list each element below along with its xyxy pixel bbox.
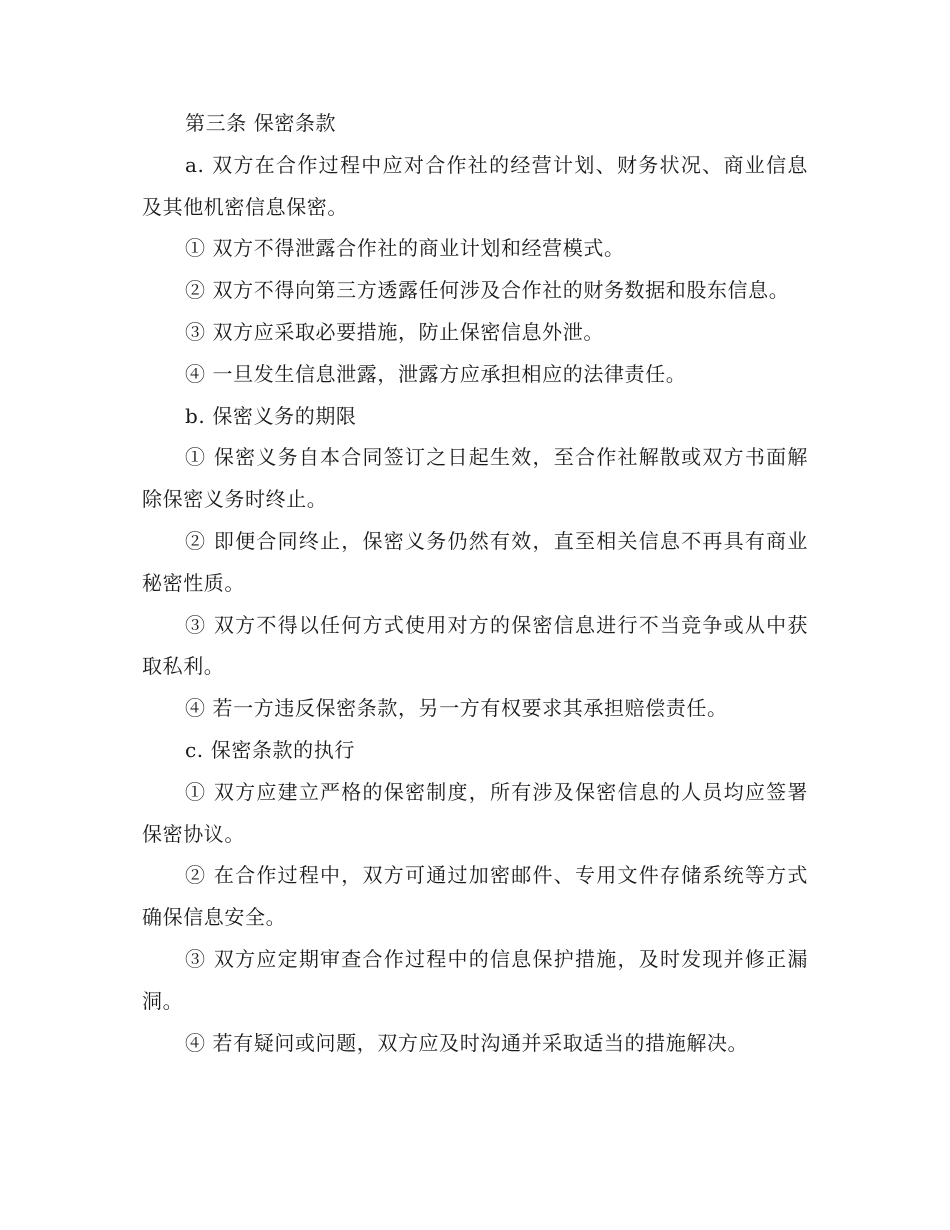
clause-c-item-2: ② 在合作过程中，双方可通过加密邮件、专用文件存储系统等方式确保信息安全。 bbox=[142, 863, 808, 930]
clause-b-item-3: ③ 双方不得以任何方式使用对方的保密信息进行不当竞争或从中获取私利。 bbox=[142, 612, 808, 679]
clause-b: b. 保密义务的期限 bbox=[185, 403, 357, 428]
clause-a-item-2: ② 双方不得向第三方透露任何涉及合作社的财务数据和股东信息。 bbox=[185, 278, 790, 303]
clause-c-item-1: ① 双方应建立严格的保密制度，所有涉及保密信息的人员均应签署保密协议。 bbox=[142, 779, 808, 846]
clause-b-item-4: ④ 若一方违反保密条款，另一方有权要求其承担赔偿责任。 bbox=[185, 696, 728, 721]
document-body bbox=[142, 103, 808, 1064]
clause-c: c. 保密条款的执行 bbox=[185, 737, 355, 762]
clause-a-item-4: ④ 一旦发生信息泄露，泄露方应承担相应的法律责任。 bbox=[185, 361, 687, 386]
clause-a-item-3: ③ 双方应采取必要措施，防止保密信息外泄。 bbox=[185, 319, 604, 344]
clause-a: a. 双方在合作过程中应对合作社的经营计划、财务状况、商业信息及其他机密信息保密。 bbox=[142, 152, 808, 219]
clause-b-item-2: ② 即便合同终止，保密义务仍然有效，直至相关信息不再具有商业秘密性质。 bbox=[142, 528, 808, 595]
clause-b-item-1: ① 保密义务自本合同签订之日起生效，至合作社解散或双方书面解除保密义务时终止。 bbox=[142, 445, 808, 512]
clause-a-item-1: ① 双方不得泄露合作社的商业计划和经营模式。 bbox=[185, 236, 625, 261]
clause-c-item-3: ③ 双方应定期审查合作过程中的信息保护措施，及时发现并修正漏洞。 bbox=[142, 946, 808, 1013]
section-heading: 第三条 保密条款 bbox=[185, 111, 337, 135]
clause-c-item-4: ④ 若有疑问或问题，双方应及时沟通并采取适当的措施解决。 bbox=[185, 1030, 749, 1055]
